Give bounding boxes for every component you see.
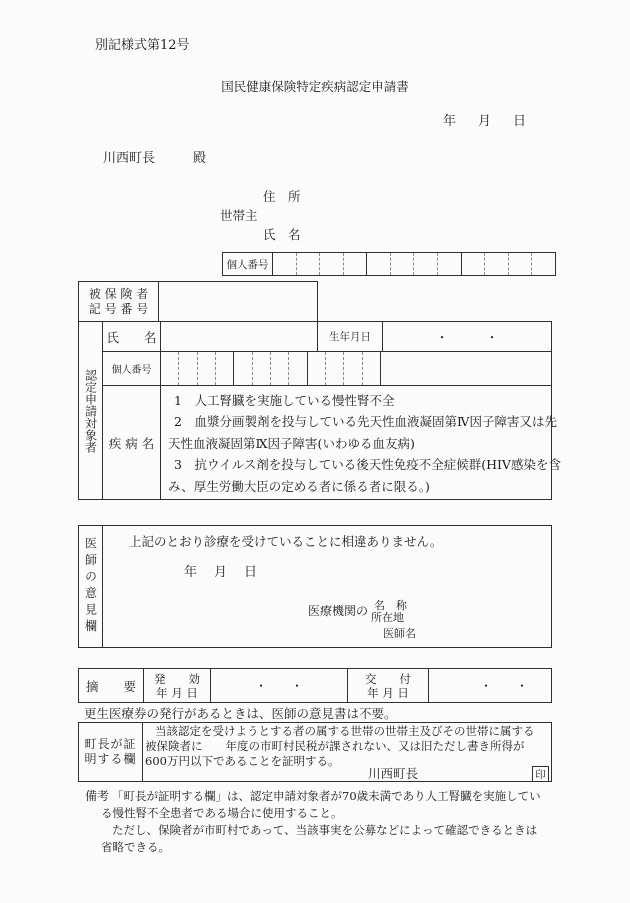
applicant-personal-number-cells [161, 352, 381, 385]
issue-date-label [348, 669, 429, 702]
applicant-disease-label: 疾 病 名 [103, 386, 161, 499]
mayor-certify-line2: 被保険者に 年度の市町村民税が課されない、又は旧ただし書き所得が [145, 739, 525, 753]
applicant-personal-number-rest [381, 352, 551, 385]
medical-org-name-label: 名 称 [374, 599, 407, 612]
disease-line: 天性血液凝固第Ⅸ因子障害(いわゆる血友病) [168, 436, 415, 451]
personal-number-cell[interactable] [252, 352, 270, 385]
personal-number-cell[interactable] [366, 253, 390, 275]
insured-symbol-row [78, 281, 318, 321]
applicant-personal-number-label: 個人番号 [103, 352, 161, 385]
personal-number-cell[interactable] [343, 352, 361, 385]
applicant-disease-row [103, 386, 561, 499]
householder-label: 世帯主 [220, 208, 258, 223]
effective-date-label [144, 669, 211, 702]
remarks-line4: 省略できる。 [101, 840, 170, 854]
personal-number-cell[interactable] [362, 352, 380, 385]
summary-table [78, 668, 552, 703]
mayor-certify-line3: 600万円以下であることを証明する。 [145, 754, 340, 768]
personal-number-label: 個人番号 [223, 253, 273, 275]
date-year-label: 年 [443, 114, 457, 129]
issue-date-value[interactable]: ・ ・ [479, 679, 528, 693]
personal-number-cell[interactable] [508, 253, 532, 275]
addressee-name: 川西町長 [103, 151, 156, 166]
form-number: 別記様式第12号 [95, 38, 190, 53]
addressee-honorific: 殿 [193, 151, 207, 166]
applicant-disease-content [161, 386, 561, 499]
doctor-side-label: 医師の意見欄 [83, 537, 98, 636]
issue-date-label-line1: 交 付 [365, 671, 411, 686]
personal-number-cell[interactable] [437, 253, 461, 275]
personal-number-cell[interactable] [390, 253, 414, 275]
personal-number-cell[interactable] [270, 352, 288, 385]
personal-number-cell[interactable] [307, 352, 325, 385]
remarks-line3: ただし、保険者が市町村であって、当該事実を公募などによって確認できるときは [112, 823, 538, 837]
doctor-date-year-label: 年 [184, 565, 198, 580]
remarks-line1: 「町長が証明する欄」は、認定申請対象者が70歳未満であり人工腎臓を実施してい [112, 789, 541, 803]
householder-name-label: 氏 名 [263, 227, 301, 242]
personal-number-cell[interactable] [413, 253, 437, 275]
remarks-line2: る慢性腎不全患者である場合に使用すること。 [101, 806, 343, 820]
personal-number-cell[interactable] [273, 253, 296, 275]
effective-date-label-line2: 年 月 日 [156, 685, 198, 700]
mayor-certify-label [79, 723, 143, 781]
personal-number-cell[interactable] [161, 352, 178, 385]
mayor-certify-content [143, 723, 551, 781]
applicant-name-label: 氏 名 [103, 322, 161, 351]
date-month-label: 月 [478, 114, 492, 129]
applicant-table [78, 321, 561, 500]
date-day-label: 日 [513, 114, 527, 129]
mayor-signer: 川西町長 [368, 766, 419, 781]
mayor-certify-label-line1: 町長が証 [84, 736, 137, 751]
page-title: 国民健康保険特定疾病認定申請書 [221, 79, 409, 94]
doctor-date-month-label: 月 [214, 565, 228, 580]
doctor-name-label: 医師名 [383, 627, 416, 640]
personal-number-cell[interactable] [319, 253, 343, 275]
personal-number-cell[interactable] [178, 352, 196, 385]
applicant-personal-number-row [103, 352, 551, 386]
personal-number-cell[interactable] [484, 253, 508, 275]
mayor-certify-table [78, 722, 552, 782]
personal-number-cell[interactable] [343, 253, 367, 275]
issue-date-label-line2: 年 月 日 [367, 685, 409, 700]
doctor-side-column [79, 526, 103, 647]
personal-number-cell[interactable] [296, 253, 320, 275]
personal-number-box [222, 252, 556, 276]
rehab-medical-note: 更生医療券の発行があるときは、医師の意見書は不要。 [84, 706, 397, 721]
insured-symbol-value[interactable] [159, 282, 317, 321]
disease-line: 3 抗ウイルス剤を投与している後天性免疫不全症候群(HIV感染を含 [174, 457, 561, 472]
applicant-birth-value[interactable]: ・ ・ [435, 329, 499, 345]
effective-date-label-line1: 発 効 [154, 671, 200, 686]
personal-number-cell[interactable] [325, 352, 343, 385]
personal-number-cell[interactable] [233, 352, 251, 385]
medical-org-prefix: 医療機関の [308, 604, 369, 618]
remarks-label: 備考 [85, 789, 110, 803]
mayor-certify-label-line2: 明する欄 [84, 752, 137, 766]
applicant-name-row [103, 322, 551, 352]
mayor-certify-line1: 当該認定を受けようとする者の属する世帯の世帯主及びその世帯に属する [155, 724, 535, 738]
personal-number-cell[interactable] [215, 352, 233, 385]
insured-symbol-label-line1: 被 保 険 者 [88, 286, 149, 301]
disease-line: 1 人工腎臓を実施している慢性腎不全 [174, 393, 395, 408]
applicant-side-label: 認定申請対象者 [83, 368, 98, 453]
seal-box: 印 [532, 766, 549, 782]
personal-number-cell[interactable] [461, 253, 485, 275]
applicant-birth-label: 生年月日 [318, 322, 383, 351]
insured-symbol-label [79, 282, 159, 321]
applicant-name-value[interactable] [161, 322, 318, 351]
doctor-date-day-label: 日 [244, 565, 258, 580]
personal-number-cell[interactable] [288, 352, 306, 385]
personal-number-cell[interactable] [531, 253, 555, 275]
householder-address-label: 住 所 [263, 189, 301, 204]
summary-label: 摘 要 [79, 669, 144, 702]
insured-symbol-label-line2: 記 号 番 号 [88, 301, 149, 316]
medical-org-address-label: 所在地 [371, 611, 404, 624]
doctor-statement: 上記のとおり診療を受けていることに相違ありません。 [129, 534, 443, 549]
personal-number-cell[interactable] [197, 352, 215, 385]
disease-line: 2 血漿分画製剤を投与している先天性血液凝固第Ⅳ因子障害又は先 [174, 414, 557, 429]
disease-line: み、厚生労働大臣の定める者に係る者に限る。) [168, 479, 430, 494]
doctor-opinion-table [78, 525, 552, 648]
effective-date-value[interactable]: ・ ・ [211, 669, 348, 702]
doctor-opinion-content [103, 526, 551, 647]
applicant-side-column [79, 322, 103, 499]
